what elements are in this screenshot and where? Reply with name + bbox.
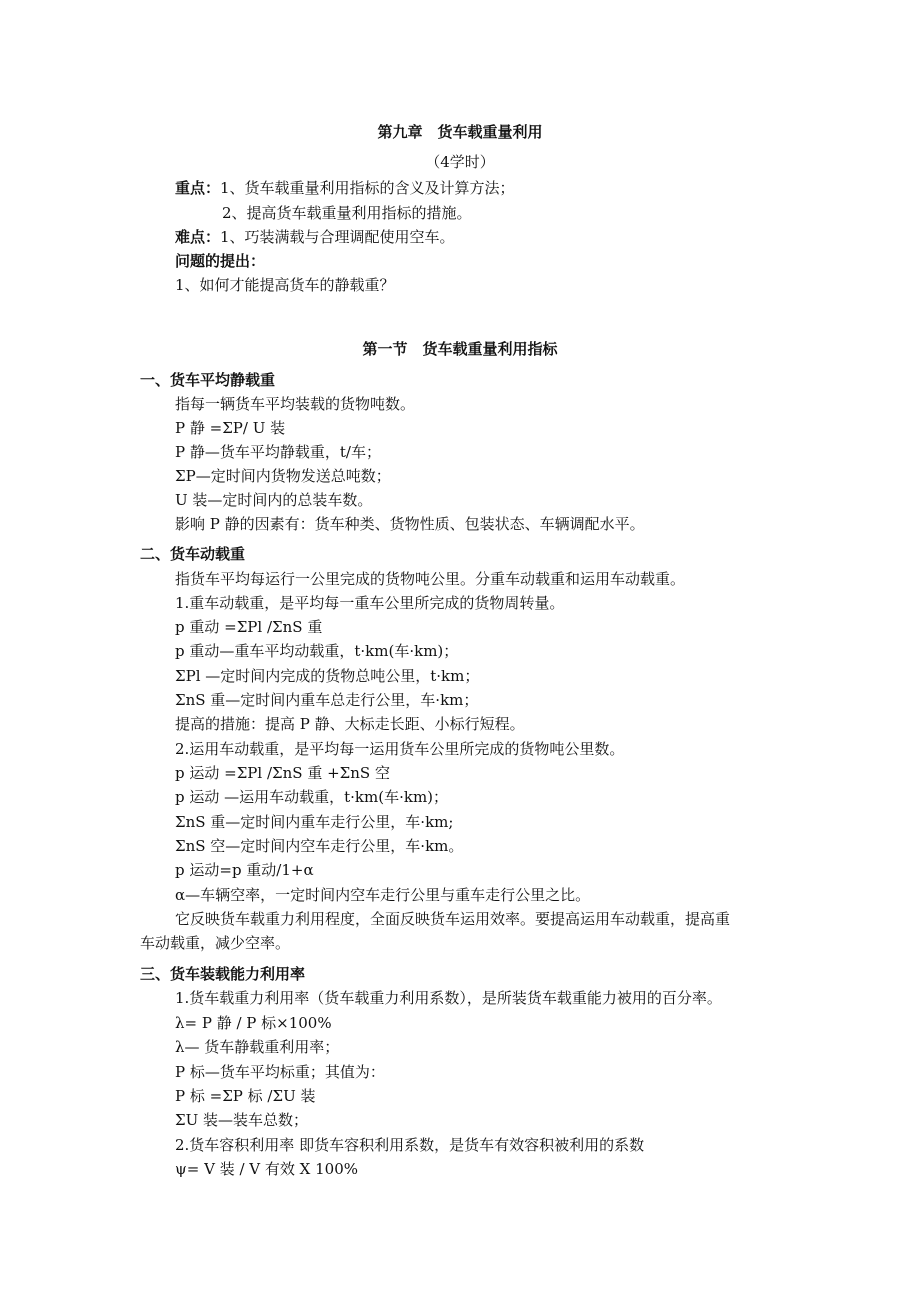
part1-heading: 一、货车平均静载重 [140,371,276,389]
key-points-label: 重点： [175,179,221,197]
part3-line: λ— 货车静载重利用率； [175,1038,340,1056]
part2-line: p 运动 —运用车动载重，t·km(车·km)； [175,788,449,806]
chapter-title: 第九章 货车载重量利用 [377,123,543,141]
difficulty-line [175,225,455,249]
part2-line: p 重动—重车平均动载重，t·km(车·km)； [175,642,459,660]
part1-line: P 静—货车平均静载重，t/车； [175,443,381,461]
part3-line: ΣU 装—装车总数； [175,1111,309,1129]
part2-line: 它反映货车载重力利用程度，全面反映货车运用效率。要提高运用车动载重，提高重 [175,910,731,928]
difficulty-label: 难点： [175,228,221,246]
part2-heading: 二、货车动载重 [140,545,246,563]
part1-line: ΣP—定时间内货物发送总吨数； [175,467,391,485]
section-title: 第一节 货车载重量利用指标 [362,340,558,358]
part2-line: ΣnS 空—定时间内空车走行公里，车·km。 [175,837,464,855]
part2-line: ΣnS 重—定时间内重车走行公里，车·km; [175,813,454,831]
part2-line: 2.运用车动载重，是平均每一运用货车公里所完成的货物吨公里数。 [175,740,625,758]
key-points-line-1 [175,176,515,200]
part2-line: 提高的措施：提高 P 静、大标走长距、小标行短程。 [175,715,525,733]
chapter-hours: （4学时） [425,153,495,171]
part1-line: U 装—定时间内的总装车数。 [175,491,373,509]
part2-wrap-line: 车动载重，减少空率。 [140,934,291,952]
part2-line: ΣPl —定时间内完成的货物总吨公里，t·km； [175,667,480,685]
part3-line: P 标 =ΣP 标 /ΣU 装 [175,1087,316,1105]
part3-line: 1.货车载重力利用率（货车载重力利用系数），是所装货车载重能力被用的百分率。 [175,989,722,1007]
key-point-2: 2、提高货车载重量利用指标的措施。 [222,204,472,222]
question-heading: 问题的提出： [175,252,266,270]
part2-line: 1.重车动载重，是平均每一重车公里所完成的货物周转量。 [175,594,565,612]
difficulty-1: 1、巧装满载与合理调配使用空车。 [220,228,455,246]
part3-line: P 标—货车平均标重；其值为： [175,1063,385,1081]
part1-line: P 静 =ΣP/ U 装 [175,419,286,437]
key-point-1: 1、货车载重量利用指标的含义及计算方法； [220,179,515,197]
part2-line: ΣnS 重—定时间内重车总走行公里，车·km； [175,691,479,709]
part2-line: p 重动 =ΣPl /ΣnS 重 [175,618,323,636]
part2-line: 指货车平均每运行一公里完成的货物吨公里。分重车动载重和运用车动载重。 [175,570,686,588]
question-1: 1、如何才能提高货车的静载重？ [175,276,395,294]
part3-line: 2.货车容积利用率 即货车容积利用系数，是货车有效容积被利用的系数 [175,1136,645,1154]
part2-line: α—车辆空率，一定时间内空车走行公里与重车走行公里之比。 [175,886,591,904]
part3-line: ψ= V 装 / V 有效 X 100% [175,1160,358,1178]
part3-heading: 三、货车装载能力利用率 [140,965,306,983]
part2-line: p 运动 =ΣPl /ΣnS 重 +ΣnS 空 [175,764,390,782]
part3-line: λ= P 静 / P 标×100% [175,1014,332,1032]
part2-line: p 运动=p 重动/1+α [175,861,314,879]
part1-line: 指每一辆货车平均装载的货物吨数。 [175,395,416,413]
part1-line: 影响 P 静的因素有：货车种类、货物性质、包装状态、车辆调配水平。 [175,515,645,533]
